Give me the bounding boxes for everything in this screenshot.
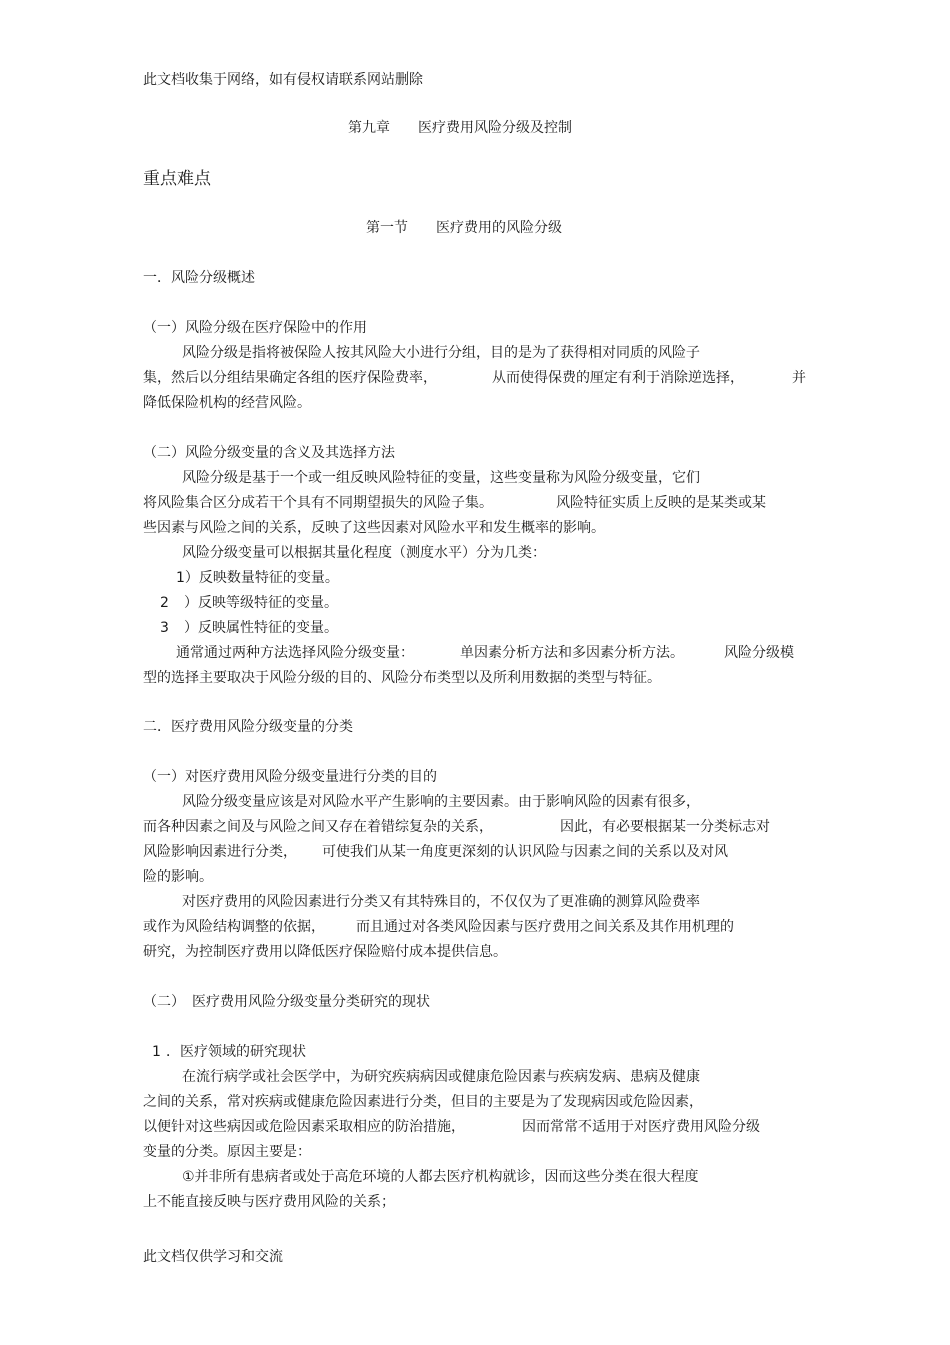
item-number: 1 <box>152 1044 161 1060</box>
item-title: ．医疗领域的研究现状 <box>166 1044 306 1060</box>
paragraph-line: 在流行病学或社会医学中，为研究疾病病因或健康危险因素与疾病发病、患病及健康 <box>182 1069 700 1085</box>
list-item-number: 2 <box>160 595 169 611</box>
paragraph-line: 风险分级变量可以根据其量化程度（测度水平）分为几类： <box>182 545 546 561</box>
heading-1: 一．风险分级概述 <box>143 270 255 286</box>
paragraph-line: 风险分级是基于一个或一组反映风险特征的变量，这些变量称为风险分级变量，它们 <box>182 470 700 486</box>
paragraph-line: 以便针对这些病因或危险因素采取相应的防治措施， <box>143 1119 465 1135</box>
paragraph-line: 险的影响。 <box>143 869 213 885</box>
paragraph-line: 风险影响因素进行分类， <box>143 844 297 860</box>
paragraph-line: 并 <box>792 370 806 386</box>
list-item: 1）反映数量特征的变量。 <box>176 570 339 586</box>
paragraph-line: ①并非所有患病者或处于高危环境的人都去医疗机构就诊，因而这些分类在很大程度 <box>182 1169 699 1185</box>
paragraph-line: 风险分级变量应该是对风险水平产生影响的主要因素。由于影响风险的因素有很多， <box>182 794 700 810</box>
paragraph-line: 些因素与风险之间的关系，反映了这些因素对风险水平和发生概率的影响。 <box>143 520 605 536</box>
list-item: ）反映属性特征的变量。 <box>184 620 338 636</box>
paragraph-line: 集，然后以分组结果确定各组的医疗保险费率， <box>143 370 437 386</box>
paragraph-line: 之间的关系，常对疾病或健康危险因素进行分类，但目的主要是为了发现病因或危险因素， <box>143 1094 703 1110</box>
paragraph-line: 可使我们从某一角度更深刻的认识风险与因素之间的关系以及对风 <box>322 844 728 860</box>
paragraph-line: 因此，有必要根据某一分类标志对 <box>560 819 770 835</box>
paragraph-line: 而各种因素之间及与风险之间又存在着错综复杂的关系， <box>143 819 493 835</box>
paragraph-line: 风险分级是指将被保险人按其风险大小进行分组，目的是为了获得相对同质的风险子 <box>182 345 700 361</box>
paragraph-line: 型的选择主要取决于风险分级的目的、风险分布类型以及所利用数据的类型与特征。 <box>143 670 661 686</box>
paragraph-line: 对医疗费用的风险因素进行分类又有其特殊目的，不仅仅为了更准确的测算风险费率 <box>182 894 700 910</box>
subheading-1-1: （一）风险分级在医疗保险中的作用 <box>143 320 367 336</box>
paragraph-line: 通常通过两种方法选择风险分级变量： <box>176 645 414 661</box>
page-footer: 此文档仅供学习和交流 <box>143 1249 283 1265</box>
paragraph-line: 风险分级模 <box>724 645 794 661</box>
heading-2: 二．医疗费用风险分级变量的分类 <box>143 719 353 735</box>
paragraph-line: 或作为风险结构调整的依据， <box>143 919 325 935</box>
paragraph-line: 因而常常不适用于对医疗费用风险分级 <box>522 1119 760 1135</box>
paragraph-line: 上不能直接反映与医疗费用风险的关系； <box>143 1194 395 1210</box>
section-title: 第一节 医疗费用的风险分级 <box>366 220 562 236</box>
subheading-2-2: （二） 医疗费用风险分级变量分类研究的现状 <box>143 994 430 1010</box>
paragraph-line: 从而使得保费的厘定有利于消除逆选择， <box>492 370 744 386</box>
subheading-2-1: （一）对医疗费用风险分级变量进行分类的目的 <box>143 769 437 785</box>
list-item-number: 3 <box>160 620 169 636</box>
paragraph-line: 将风险集合区分成若干个具有不同期望损失的风险子集。 <box>143 495 493 511</box>
paragraph-line: 变量的分类。原因主要是： <box>143 1144 311 1160</box>
subheading-1-2: （二）风险分级变量的含义及其选择方法 <box>143 445 395 461</box>
list-item: ）反映等级特征的变量。 <box>184 595 338 611</box>
paragraph-line: 单因素分析方法和多因素分析方法。 <box>460 645 684 661</box>
paragraph-line: 而且通过对各类风险因素与医疗费用之间关系及其作用机理的 <box>356 919 734 935</box>
page-header: 此文档收集于网络，如有侵权请联系网站删除 <box>143 72 423 88</box>
paragraph-line: 降低保险机构的经营风险。 <box>143 395 311 411</box>
paragraph-line: 研究，为控制医疗费用以降低医疗保险赔付成本提供信息。 <box>143 944 507 960</box>
key-points-heading: 重点难点 <box>143 169 211 189</box>
chapter-title: 第九章 医疗费用风险分级及控制 <box>348 120 572 136</box>
paragraph-line: 风险特征实质上反映的是某类或某 <box>556 495 766 511</box>
